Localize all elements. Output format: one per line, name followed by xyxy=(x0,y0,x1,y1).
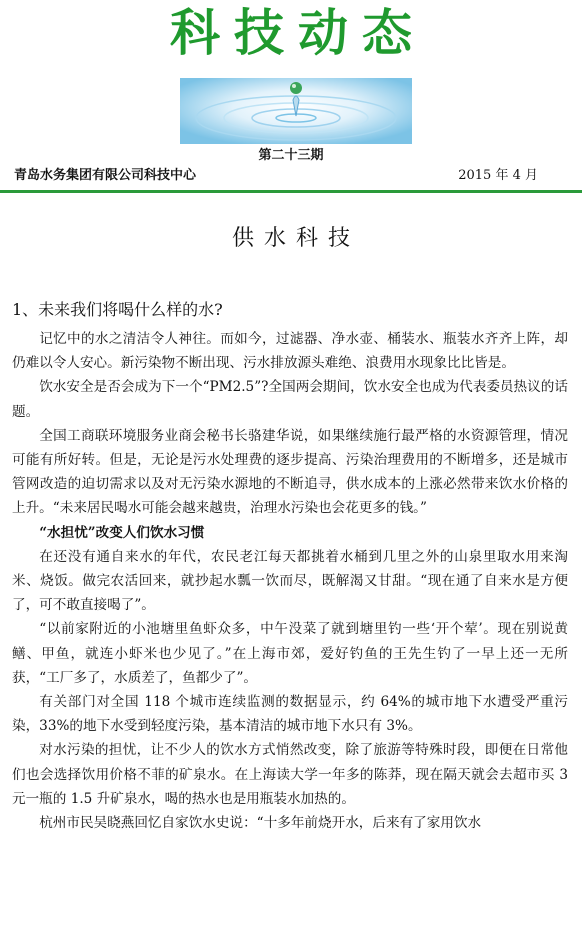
article-title: 1、未来我们将喝什么样的水? xyxy=(12,300,223,319)
paragraph: 记忆中的水之清洁令人神往。而如今，过滤器、净水壶、桶装水、瓶装水齐齐上阵，却仍难以令人安心。新污染物不断出现、污水排放源头难绝、浪费用水现象比比皆是。 xyxy=(12,331,568,372)
paragraph: 在还没有通自来水的年代，农民老江每天都挑着水桶到几里之外的山泉里取水用来淘米、烧饭。做完农活回来，就抄起水瓢一饮而尽，既解渴又甘甜。“现在通了自来水是方便了，可不敢直接喝了”。 xyxy=(12,548,568,614)
organization-name: 青岛水务集团有限公司科技中心 xyxy=(14,168,197,183)
paragraph: 饮水安全是否会成为下一个“PM2.5”?全国两会期间，饮水安全也成为代表委员热议的话题。 xyxy=(12,379,568,420)
article-body xyxy=(12,327,568,835)
paragraph: 对水污染的担忧，让不少人的饮水方式悄然改变，除了旅游等特殊时段，即便在日常他们也会选择饮用价格不菲的矿泉水。在上海读大学一年多的陈莽，现在隔天就会去超市买 3 元一瓶的 1.5 升矿泉水，喝的热水也是用瓶装水加热的。 xyxy=(12,742,568,807)
paragraph: 杭州市民吴晓燕回忆自家饮水史说：“十多年前烧开水，后来有了家用饮水 xyxy=(39,815,482,832)
masthead-title: 科技动态 xyxy=(170,4,426,62)
paragraph: “以前家附近的小池塘里鱼虾众多，中午没菜了就到塘里钓一些‘开个荤’。现在别说黄鳝、甲鱼，就连小虾米也少见了。”在上海市郊，爱好钓鱼的王先生钓了一早上还一无所获，“工厂多了，水质差了，鱼都少了”。 xyxy=(12,621,568,686)
issue-date: 2015 年 4 月 xyxy=(458,168,538,183)
section-title: 供水科技 xyxy=(231,226,360,251)
paragraph: 有关部门对全国 118 个城市连续监测的数据显示，约 64%的城市地下水遭受严重污染，33%的地下水受到轻度污染，基本清洁的城市地下水只有 3%。 xyxy=(12,694,568,735)
subheading: “水担忧”改变人们饮水习惯 xyxy=(39,524,205,541)
header-divider xyxy=(0,190,582,193)
paragraph: 全国工商联环境服务业商会秘书长骆建华说，如果继续施行最严格的水资源管理，情况可能有所好转。但是，无论是污水处理费的逐步提高、污染治理费用的不断增多，还是城市管网改造的迫切需求以及对无污染水源地的不断追寻，供水成本的上涨必然带来饮水价格的上升。“未来居民喝水可能会越来越贵，治理水污染也会花更多的钱。” xyxy=(12,427,568,517)
issue-number: 第二十三期 xyxy=(258,148,324,163)
water-drop-splash-icon xyxy=(180,78,412,144)
